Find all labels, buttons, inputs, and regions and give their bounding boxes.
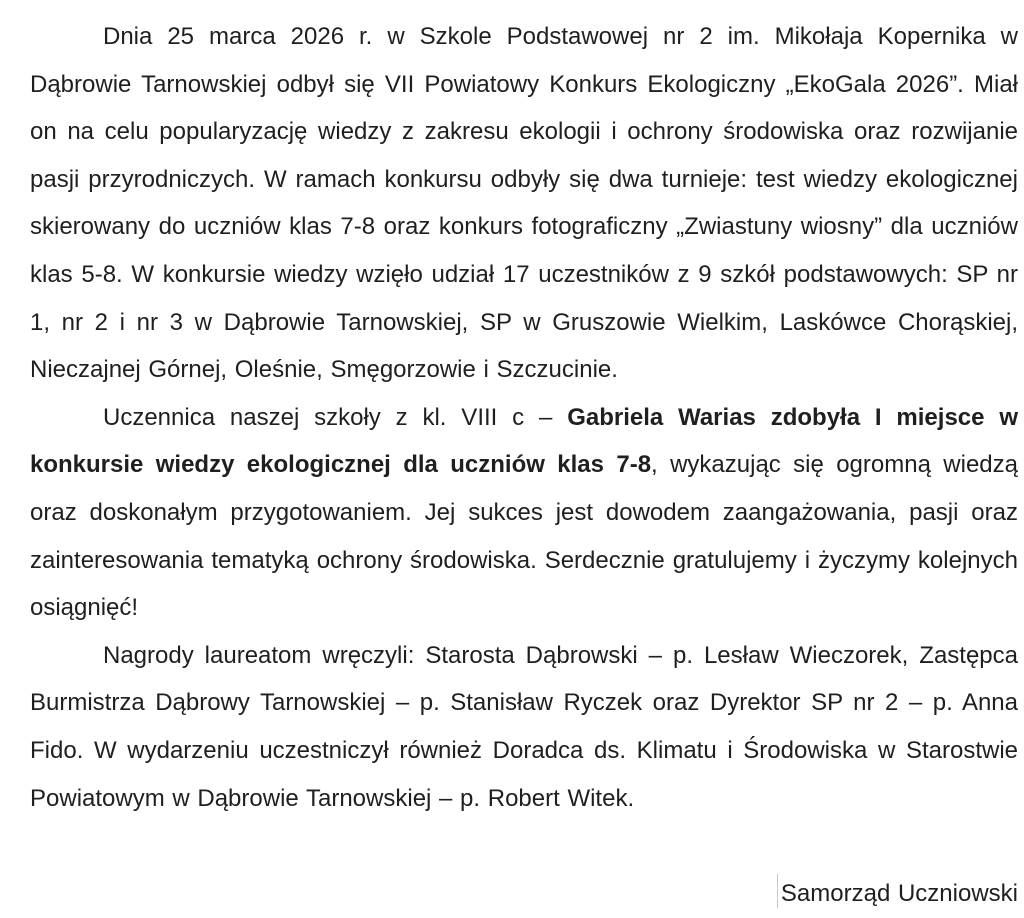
text-cursor xyxy=(777,874,778,908)
paragraph-awards: Nagrody laureatom wręczyli: Starosta Dąbrowski – p. Lesław Wieczorek, Zastępca Burmistrza Dąbrowy Tarnowskiej – p. Stanisław Ryczek oraz Dyrektor SP nr 2 – p. Anna Fido. W wydarzeniu uczestniczył również Doradca ds. Klimatu i Środowiska w Starostwie Powiatowym w Dąbrowie Tarnowskiej – p. Robert Witek. xyxy=(30,641,1018,812)
paragraph-student-success xyxy=(30,394,1018,632)
paragraph-student-success-bold: Gabriela Warias zdobyła I miejsce w konkursie wiedzy ekologicznej dla uczniów klas 7-8 xyxy=(30,403,1018,479)
paragraph-competition-intro: Dnia 25 marca 2026 r. w Szkole Podstawowej nr 2 im. Mikołaja Kopernika w Dąbrowie Tarnowskiej odbył się VII Powiatowy Konkurs Ekologiczny „EkoGala 2026”. Miał on na celu popularyzację wiedzy z zakresu ekologii i ochrony środowiska oraz rozwijanie pasji przyrodniczych. W ramach konkursu odbyły się dwa turnieje: test wiedzy ekologicznej skierowany do uczniów klas 7-8 oraz konkurs fotograficzny „Zwiastuny wiosny” dla uczniów klas 5-8. W konkursie wiedzy wzięło udział 17 uczestników z 9 szkół podstawowych: SP nr 1, nr 2 i nr 3 w Dąbrowie Tarnowskiej, SP w Gruszowie Wielkim, Laskówce Chorąskiej, Nieczajnej Górnej, Oleśnie, Smęgorzowie i Szczucinie. xyxy=(30,23,1018,384)
signature-text: Samorząd Uczniowski xyxy=(780,880,1018,908)
signature-line xyxy=(30,870,1018,918)
paragraph-student-success-tail: , wykazując się ogromną wiedzą oraz doskonałym przygotowaniem. Jej sukces jest dowodem zaangażowania, pasji oraz zainteresowania tematyką ochrony środowiska. Serdecznie gratulujemy i życzymy kolejnych osiągnięć! xyxy=(30,451,1018,622)
paragraph-student-success-lead: Uczennica naszej szkoły z kl. VIII c – xyxy=(103,403,568,431)
